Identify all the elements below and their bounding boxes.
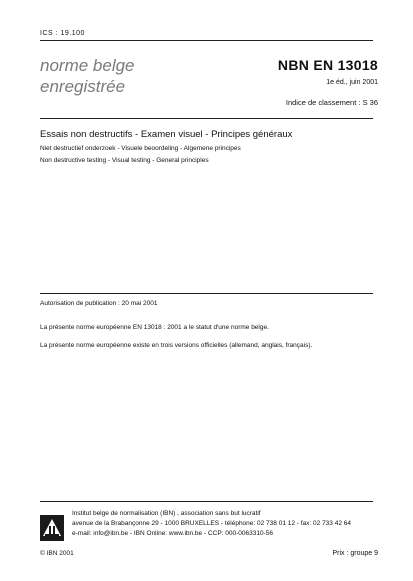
title-french: Essais non destructifs - Examen visuel - Principes généraux — [40, 129, 293, 140]
title-rule — [40, 118, 373, 119]
document-number: NBN EN 13018 — [277, 57, 378, 73]
ibn-logo-icon — [40, 515, 64, 541]
institute-contact: e-mail: info@ibn.be - IBN Online: www.ibn.be - CCP: 000-0063310-56 — [72, 530, 273, 537]
footer-rule — [40, 501, 373, 502]
edition-date: 1e éd., juin 2001 — [326, 79, 378, 86]
versions-note: La présente norme européenne existe en trois versions officielles (allemand, anglais, français). — [40, 342, 313, 349]
institute-name: Institut belge de normalisation (IBN) , association sans but lucratif — [72, 510, 261, 517]
ics-code: ICS : 19.100 — [40, 30, 85, 37]
title-english: Non destructive testing - Visual testing - General principles — [40, 157, 209, 164]
copyright: © IBN 2001 — [40, 550, 74, 557]
brand-line-2: enregistrée — [40, 77, 126, 96]
publication-authorisation: Autorisation de publication : 20 mai 2001 — [40, 300, 158, 307]
price-group: Prix : groupe 9 — [332, 550, 378, 557]
brand-line-1: norme belge — [40, 56, 135, 75]
header-rule — [40, 40, 373, 41]
institute-address: avenue de la Brabançonne 29 - 1000 BRUXELLES - téléphone: 02 738 01 12 - fax: 02 733 42 64 — [72, 520, 351, 527]
notes-rule — [40, 293, 373, 294]
title-dutch: Niet destructief onderzoek - Visuele beoordeling - Algemene principes — [40, 145, 241, 152]
classification-index: Indice de classement : S 36 — [285, 98, 378, 107]
status-note: La présente norme européenne EN 13018 : 2001 a le statut d'une norme belge. — [40, 324, 269, 331]
